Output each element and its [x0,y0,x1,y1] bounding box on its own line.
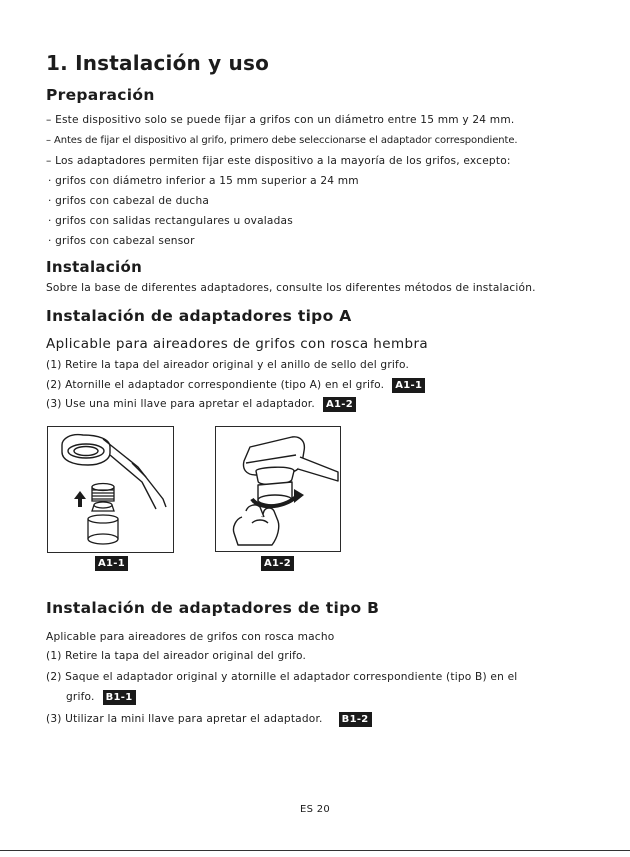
type-a-heading: Instalación de adaptadores tipo A [46,307,352,325]
figure-ref-badge: A1-2 [323,397,356,412]
type-b-step-3 [46,712,372,727]
type-b-step-2-cont-text: grifo. [66,691,95,703]
type-b-step-2: (2) Saque el adaptador original y atornille el adaptador correspondiente (tipo B) en el [46,671,518,683]
type-a-step-2-text: (2) Atornille el adaptador correspondiente (tipo A) en el grifo. [46,379,385,391]
type-a-subheading: Aplicable para aireadores de grifos con rosca hembra [46,336,429,352]
prep-bullet-2: · grifos con cabezal de ducha [48,195,210,207]
prep-line-2: – Antes de fijar el dispositivo al grifo, primero debe seleccionarse el adaptador correspondiente. [46,135,518,146]
preparation-heading: Preparación [46,86,155,104]
type-b-step-3-text: (3) Utilizar la mini llave para apretar el adaptador. [46,713,323,725]
type-b-heading: Instalación de adaptadores de tipo B [46,599,380,617]
figure-label-a1-1: A1-1 [95,556,128,571]
prep-bullet-3: · grifos con salidas rectangulares u ovaladas [48,215,293,227]
figure-ref-badge: A1-1 [392,378,425,393]
prep-line-3: – Los adaptadores permiten fijar este dispositivo a la mayoría de los grifos, excepto: [46,155,511,167]
figure-ref-badge: B1-1 [103,690,136,705]
arrow-up-icon [74,491,86,507]
type-b-step-2-cont [66,690,136,705]
prep-bullet-4: · grifos con cabezal sensor [48,235,195,247]
page-title: 1. Instalación y uso [46,51,270,75]
faucet-illustration-a1-2 [216,427,340,551]
type-a-step-1: (1) Retire la tapa del aireador original y el anillo de sello del grifo. [46,359,410,371]
type-a-step-2 [46,378,425,393]
figure-a1-1 [47,426,174,553]
installation-text: Sobre la base de diferentes adaptadores, consulte los diferentes métodos de instalación. [46,282,536,294]
type-a-step-3-text: (3) Use una mini llave para apretar el adaptador. [46,398,315,410]
type-a-step-3 [46,397,356,412]
prep-line-1: – Este dispositivo solo se puede fijar a grifos con un diámetro entre 15 mm y 24 mm. [46,114,515,126]
figure-ref-badge: B1-2 [339,712,372,727]
page-number: ES 20 [299,804,331,815]
figure-label-a1-2: A1-2 [261,556,294,571]
type-b-intro: Aplicable para aireadores de grifos con rosca macho [46,631,335,643]
faucet-illustration-a1-1 [48,427,173,552]
bottom-rule [0,850,630,851]
type-b-step-1: (1) Retire la tapa del aireador original del grifo. [46,650,307,662]
figure-a1-2 [215,426,341,552]
installation-heading: Instalación [46,258,143,276]
prep-bullet-1: · grifos con diámetro inferior a 15 mm superior a 24 mm [48,175,359,187]
